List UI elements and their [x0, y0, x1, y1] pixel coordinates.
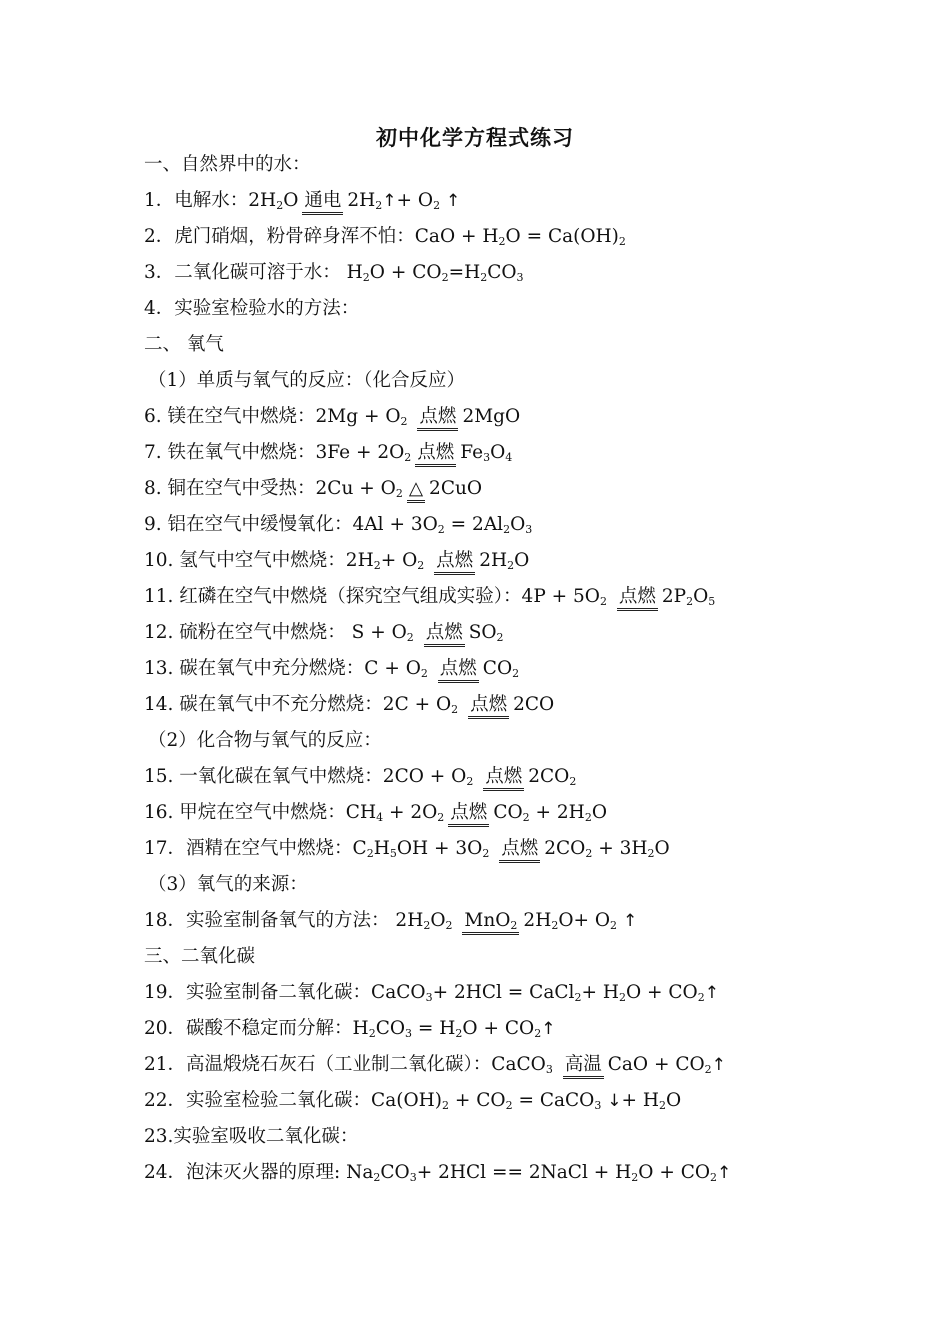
equation-line: 二、 氧气 [144, 334, 224, 355]
equation-line: 9. 铝在空气中缓慢氧化：$4Al + 3O_2 = 2Al_2O_3$ [144, 514, 533, 536]
equation-line: 18．实验室制备氧气的方法： $2H_2O_2$ MnO$_2$ $2H_2O+ O_2$ ↑ [144, 903, 924, 939]
equation-line: 2．虎门硝烟，粉骨碎身浑不怕：CaO + $H_2O = Ca(OH)_2$ [144, 226, 626, 248]
equation-line: 6. 镁在空气中燃烧：$2Mg + O_2$ 点燃 2MgO [144, 399, 924, 435]
equation-line: （2）化合物与氧气的反应： [148, 730, 382, 751]
equation-list [144, 147, 924, 1191]
equation-line: 8. 铜在空气中受热：$2Cu + O_2$ △ 2CuO [144, 471, 924, 507]
page-title: 初中化学方程式练习 [376, 125, 574, 150]
equation-line: （3）氧气的来源： [148, 874, 308, 895]
equation-line: 14. 碳在氧气中不充分燃烧：$2C + O_2$ 点燃 2CO [144, 687, 924, 723]
equation-line: 17．酒精在空气中燃烧：$C_2H_5OH + 3O_2$ 点燃 $2CO_2 + 3H_2O$ [144, 831, 924, 867]
equation-line: 22．实验室检验二氧化碳：$Ca(OH)_2 + CO_2$ = CaCO$_3$ ↓+ $H_2O$ [144, 1090, 682, 1112]
equation-line: 12. 硫粉在空气中燃烧： $S + O_2$ 点燃 $SO_2$ [144, 615, 924, 651]
equation-line: 4．实验室检验水的方法： [144, 298, 360, 319]
equation-line: 一、自然界中的水： [144, 154, 311, 175]
equation-line: 23.实验室吸收二氧化碳： [144, 1126, 359, 1147]
equation-line: 24．泡沫灭火器的原理: $Na_2CO_3+ 2HCl$ == 2NaCl + $H_2O$ + $CO_2↑$ [144, 1162, 732, 1184]
equation-line: 16. 甲烷在空气中燃烧：$CH_4 + 2O_2$ 点燃 $CO_2 + 2H_2O$ [144, 795, 924, 831]
equation-line: （1）单质与氧气的反应：（化合反应） [148, 370, 466, 391]
equation-line: 7. 铁在氧气中燃烧：$3Fe + 2O_2$ 点燃 $Fe_3O_4$ [144, 435, 924, 471]
equation-line: 13. 碳在氧气中充分燃烧：$C + O_2$ 点燃 $CO_2$ [144, 651, 924, 687]
equation-line: 21．高温煅烧石灰石（工业制二氧化碳）：CaCO$_3$ 高温 CaO + $CO_2↑$ [144, 1047, 924, 1083]
equation-line: 1．电解水：$2H_2O$ 通电 $2H_2↑+ O_2$ ↑ [144, 183, 924, 219]
equation-line: 15. 一氧化碳在氧气中燃烧：$2CO + O_2$ 点燃 $2CO_2$ [144, 759, 924, 795]
equation-line: 10. 氢气中空气中燃烧：$2H_2+ O_2$ 点燃 $2H_2O$ [144, 543, 924, 579]
equation-line: 三、二氧化碳 [144, 946, 256, 967]
equation-line: 19．实验室制备二氧化碳：CaCO$_3$+ 2HCl = CaCl$_2$+ $H_2O$ + $CO_2↑$ [144, 982, 719, 1004]
equation-line: 20．碳酸不稳定而分解：$H_2CO_3 = H_2O$ + $CO_2↑$ [144, 1018, 556, 1040]
equation-line: 3．二氧化碳可溶于水： $H_2O + CO_2=H_2CO_3$ [144, 262, 524, 284]
equation-line: 11. 红磷在空气中燃烧（探究空气组成实验）：$4P + 5O_2$ 点燃 $2P_2O_5$ [144, 579, 924, 615]
